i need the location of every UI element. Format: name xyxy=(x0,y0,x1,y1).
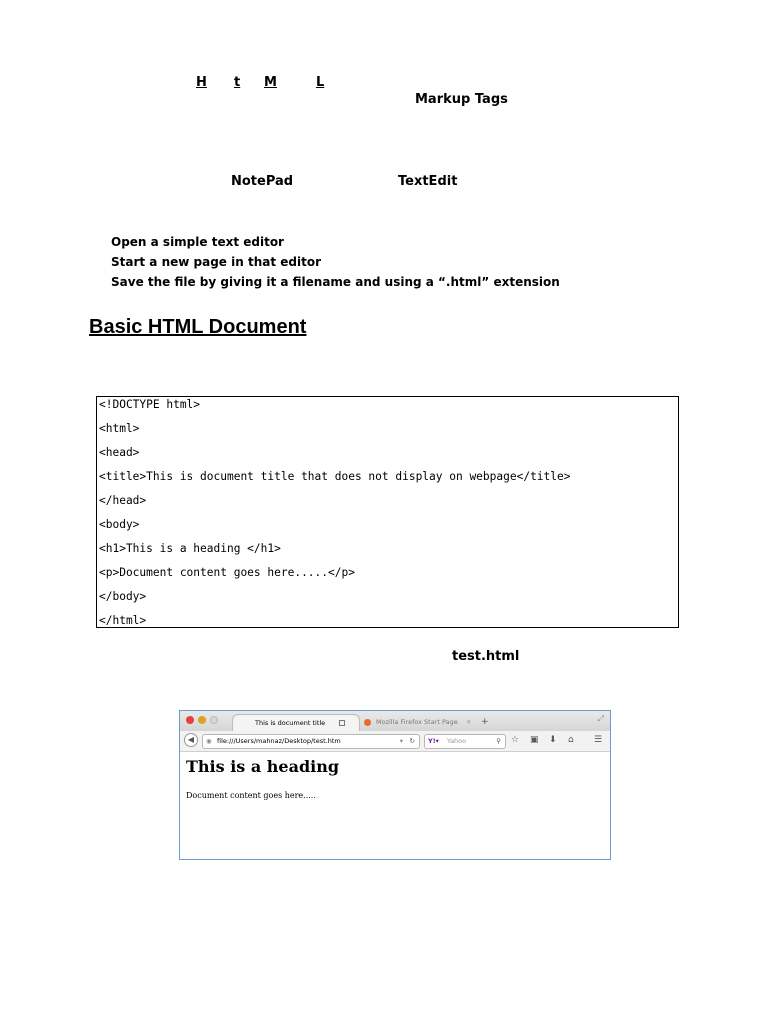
minimize-window-icon[interactable] xyxy=(198,716,206,724)
rendered-paragraph: Document content goes here..... xyxy=(186,791,316,800)
reload-icon[interactable]: ↻ xyxy=(409,737,415,745)
markup-tags-label: Markup Tags xyxy=(415,92,508,107)
url-bar[interactable] xyxy=(202,734,420,749)
fullscreen-icon[interactable]: ⤢ xyxy=(597,714,604,723)
steps-list xyxy=(111,232,560,292)
close-window-icon[interactable] xyxy=(186,716,194,724)
bookmark-star-icon[interactable]: ☆ xyxy=(511,735,520,745)
filename-caption: test.html xyxy=(452,649,520,664)
step-item: Start a new page in that editor xyxy=(111,255,321,269)
firefox-icon xyxy=(364,719,371,726)
browser-window xyxy=(179,710,611,860)
tab-inactive-label: Mozilla Firefox Start Page xyxy=(376,718,458,726)
code-line: </html> xyxy=(99,614,147,627)
tab-active[interactable] xyxy=(232,714,360,732)
browser-titlebar xyxy=(180,711,610,731)
dropdown-icon[interactable]: ▾ xyxy=(399,737,403,745)
search-bar[interactable] xyxy=(424,734,506,749)
url-text: file:///Users/mahnaz/Desktop/test.htm xyxy=(217,737,341,745)
browser-navbar xyxy=(180,731,610,752)
acronym-letter-h: H xyxy=(196,75,207,90)
code-line: <title>This is document title that does not display on webpage</title> xyxy=(99,470,571,483)
acronym-letter-m: M xyxy=(264,75,277,90)
yahoo-icon: Y!▾ xyxy=(428,737,439,745)
tab-active-label: This is document title xyxy=(255,719,326,727)
search-icon[interactable]: ⚲ xyxy=(496,737,501,745)
tab-inactive-close-icon[interactable]: ✕ xyxy=(466,718,472,726)
search-placeholder: Yahoo xyxy=(447,737,467,745)
tab-close-icon[interactable] xyxy=(339,720,345,726)
code-line: <h1>This is a heading </h1> xyxy=(99,542,281,555)
step-item: Save the file by giving it a filename and using a “.html” extension xyxy=(111,275,560,289)
code-line: <body> xyxy=(99,518,140,531)
acronym-letter-t: t xyxy=(234,75,241,90)
code-line: </body> xyxy=(99,590,147,603)
tab-inactive[interactable] xyxy=(362,714,492,731)
download-icon[interactable]: ⬇ xyxy=(549,735,557,745)
menu-icon[interactable]: ☰ xyxy=(594,735,603,745)
section-title: Basic HTML Document xyxy=(89,316,307,338)
code-line: <!DOCTYPE html> xyxy=(99,398,201,411)
bookmarks-menu-icon[interactable]: ▣ xyxy=(530,735,539,745)
notepad-label: NotePad xyxy=(231,174,294,189)
globe-icon: ◉ xyxy=(206,737,212,745)
code-line: </head> xyxy=(99,494,147,507)
code-line: <head> xyxy=(99,446,140,459)
acronym-letter-l: L xyxy=(316,75,325,90)
zoom-window-icon[interactable] xyxy=(210,716,218,724)
step-item: Open a simple text editor xyxy=(111,235,284,249)
back-icon[interactable]: ◀ xyxy=(184,733,198,747)
new-tab-button[interactable]: + xyxy=(481,717,489,727)
rendered-heading: This is a heading xyxy=(186,757,340,776)
code-line: <p>Document content goes here.....</p> xyxy=(99,566,355,579)
home-icon[interactable]: ⌂ xyxy=(568,735,574,745)
textedit-label: TextEdit xyxy=(398,174,458,189)
code-box xyxy=(96,396,679,628)
code-line: <html> xyxy=(99,422,140,435)
